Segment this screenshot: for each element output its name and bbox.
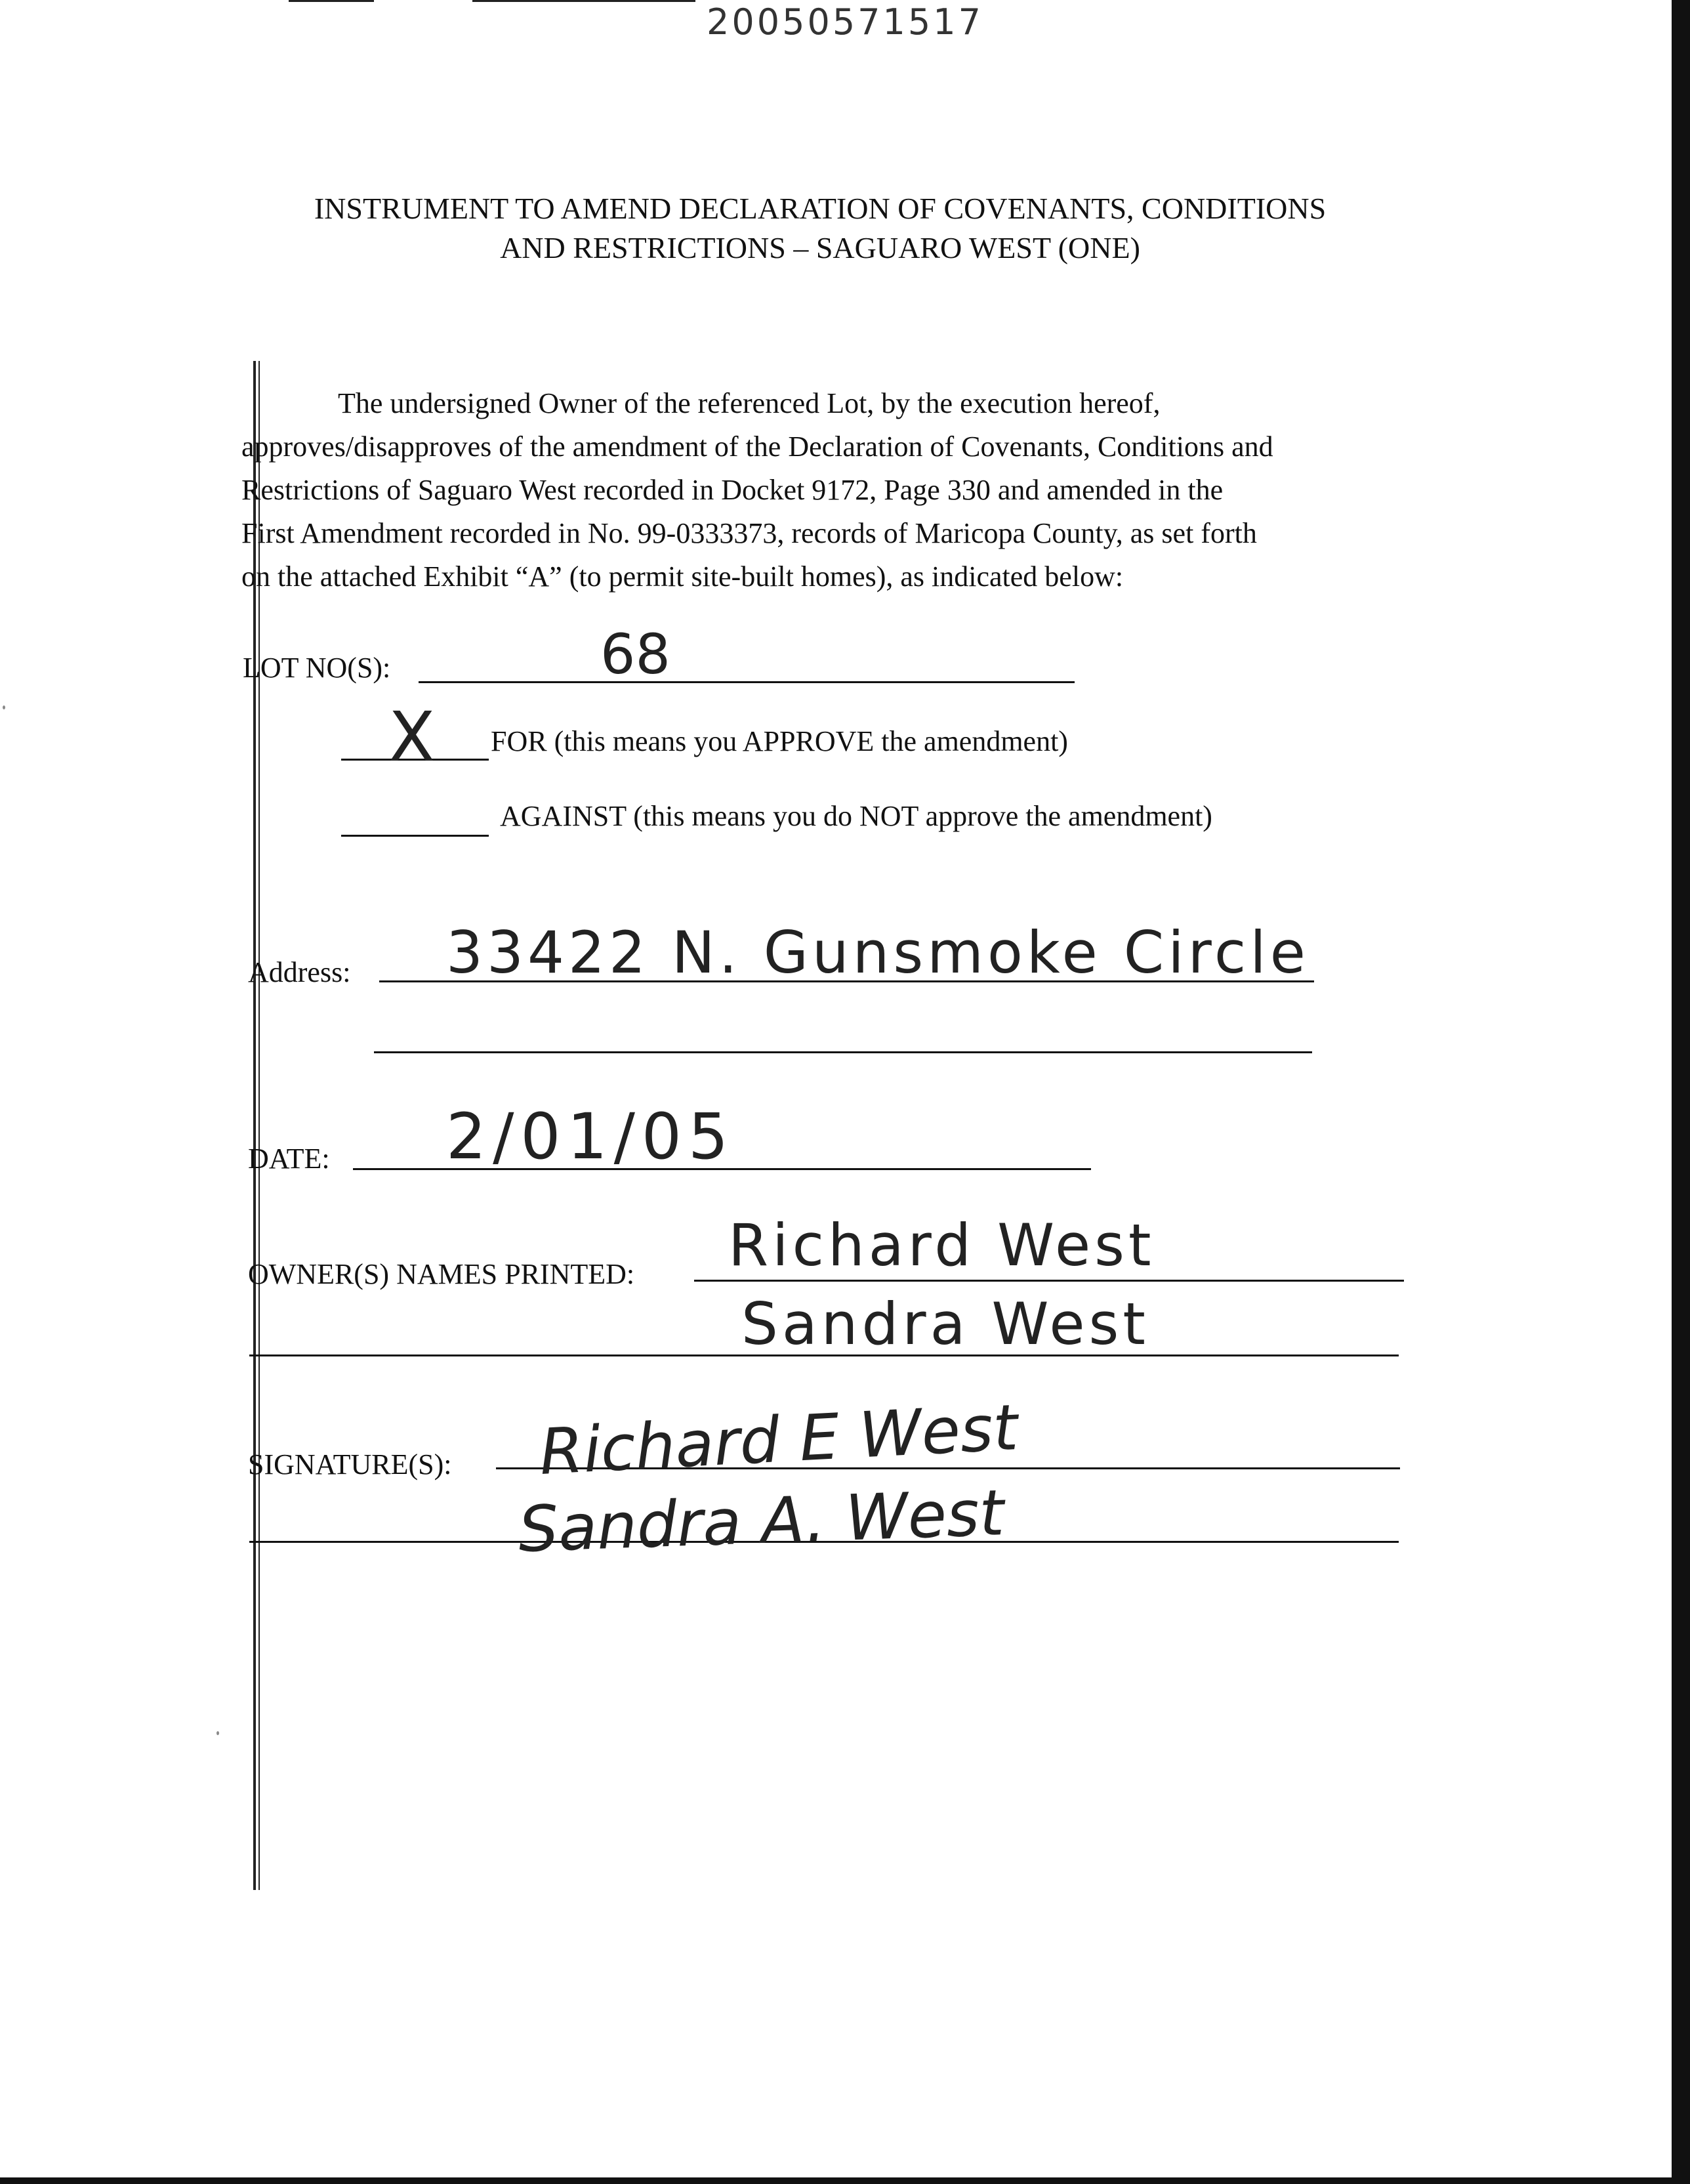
body-line-4: First Amendment recorded in No. 99-0333373, records of Maricopa County, as set forth <box>241 517 1257 549</box>
bottom-page-edge <box>0 2177 1690 2184</box>
lot-value: 68 <box>600 622 670 686</box>
date-value: 2/01/05 <box>446 1100 735 1173</box>
for-mark: X <box>388 697 436 777</box>
owner-2-name: Sandra West <box>741 1290 1149 1358</box>
body-line-3: Restrictions of Saguaro West recorded in Docket 9172, Page 330 and amended in the <box>241 474 1224 506</box>
body-line-1: The undersigned Owner of the referenced Lot, by the execution hereof, <box>338 387 1161 419</box>
address-line-2 <box>374 1051 1312 1053</box>
scan-speck <box>3 705 5 709</box>
right-page-edge <box>1672 0 1690 2184</box>
document-number: 20050571517 <box>707 1 983 43</box>
document-title-line-2: AND RESTRICTIONS – SAGUARO WEST (ONE) <box>500 231 1140 264</box>
for-label: FOR (this means you APPROVE the amendment) <box>491 725 1068 757</box>
document-title-line-1: INSTRUMENT TO AMEND DECLARATION OF COVENANTS, CONDITIONS <box>314 192 1327 225</box>
lot-line <box>419 681 1075 683</box>
scan-speck <box>216 1731 219 1735</box>
lot-label: LOT NO(S): <box>243 652 391 684</box>
body-line-2: approves/disapproves of the amendment of the Declaration of Covenants, Conditions and <box>241 430 1273 463</box>
address-value: 33422 N. Gunsmoke Circle <box>446 919 1309 986</box>
against-label: AGAINST (this means you do NOT approve the amendment) <box>500 800 1212 832</box>
date-label: DATE: <box>248 1143 330 1175</box>
owner-line-1 <box>694 1280 1404 1282</box>
address-label: Address: <box>248 956 351 988</box>
owners-label: OWNER(S) NAMES PRINTED: <box>248 1258 635 1290</box>
against-line <box>341 835 489 837</box>
owner-1-name: Richard West <box>728 1211 1155 1279</box>
signatures-label: SIGNATURE(S): <box>248 1448 452 1480</box>
signature-1: Richard E West <box>537 1390 1020 1490</box>
body-line-5: on the attached Exhibit “A” (to permit site-built homes), as indicated below: <box>241 560 1124 593</box>
signature-2: Sandra A. West <box>517 1476 1006 1566</box>
